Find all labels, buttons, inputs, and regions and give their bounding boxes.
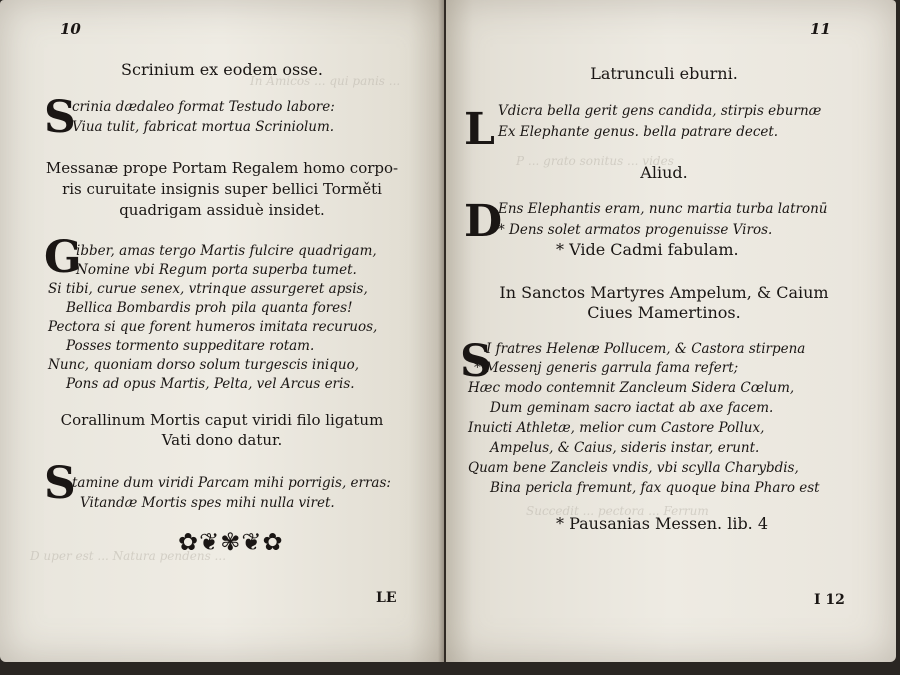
verse-line: Quam bene Zancleis vndis, vbi scylla Charybdis,	[468, 460, 799, 476]
bleed-through-text: D uper est ... Natura pendens ...	[30, 549, 227, 563]
verse-line: tamine dum viridi Parcam mihi porrigis, erras:	[72, 475, 391, 491]
page-number: 11	[810, 20, 831, 38]
verse-line: Nomine vbi Regum porta superba tumet.	[76, 262, 357, 278]
verse-line: Pectora si que forent humeros imitata recuruos,	[48, 319, 378, 335]
verse-line: * Messenj generis garrula fama refert;	[474, 360, 739, 376]
poem-title: Aliud.	[640, 163, 688, 182]
poem-title: Vati dono datur.	[161, 431, 283, 449]
verse-line: I fratres Helenæ Pollucem, & Castora stirpena	[486, 341, 806, 357]
bleed-through-text: Succedit ... pectora ... Ferrum	[526, 504, 709, 518]
verse-line: Dum geminam sacro iactat ab axe facem.	[490, 400, 774, 416]
drop-cap-initial: S	[44, 458, 76, 509]
prose-line: ris curuitate insignis super bellici Torměti	[62, 180, 382, 198]
verse-line: Pons ad opus Martis, Pelta, vel Arcus eris.	[66, 376, 355, 392]
footnote-line: * Vide Cadmi fabulam.	[556, 240, 739, 259]
catchword: I 12	[814, 592, 845, 608]
verse-line: Vdicra bella gerit gens candida, stirpis eburnæ	[498, 103, 822, 119]
poem-title: In Sanctos Martyres Ampelum, & Caium	[499, 283, 829, 302]
verse-line: ibber, amas tergo Martis fulcire quadrigam,	[76, 243, 377, 259]
printer-ornament: ✿❦✾❦✿	[178, 528, 284, 556]
bleed-through-text: In Amicos ... qui panis ...	[250, 74, 401, 88]
page-number: 10	[60, 20, 81, 38]
verse-line: Si tibi, curue senex, vtrinque assurgeret apsis,	[48, 281, 368, 297]
drop-cap-initial: L	[464, 104, 495, 155]
verse-line: Ens Elephantis eram, nunc martia turba latronū	[498, 201, 828, 217]
poem-title: Ciues Mamertinos.	[587, 303, 741, 322]
verse-line: Posses tormento suppeditare rotam.	[66, 338, 315, 354]
prose-line: Messanæ prope Portam Regalem homo corpo-	[45, 159, 399, 177]
catchword: LE	[376, 590, 397, 606]
poem-title: Scrinium ex eodem osse.	[121, 60, 323, 79]
right-page	[446, 0, 896, 662]
verse-line: Vitandæ Mortis spes mihi nulla viret.	[80, 495, 335, 511]
verse-line: Viua tulit, fabricat mortua Scriniolum.	[72, 119, 335, 135]
bleed-through-text: P ... grato sonitus ... vides	[516, 154, 674, 168]
left-page	[0, 0, 444, 662]
verse-line: Inuicti Athletæ, melior cum Castore Pollux,	[468, 420, 765, 436]
poem-title: Corallinum Mortis caput viridi filo ligatum	[60, 411, 384, 429]
drop-cap-initial: G	[44, 232, 82, 283]
verse-line: crinia dædaleo format Testudo labore:	[72, 99, 335, 115]
verse-line: Ampelus, & Caius, sideris instar, erunt.	[490, 440, 760, 456]
verse-line: Ex Elephante genus. bella patrare decet.	[498, 124, 779, 140]
drop-cap-initial: D	[464, 196, 503, 247]
verse-line: * Dens solet armatos progenuisse Viros.	[498, 222, 773, 238]
drop-cap-initial: S	[44, 92, 76, 143]
verse-line: Hæc modo contemnit Zancleum Sidera Cœlum,	[468, 380, 795, 396]
verse-line: Bellica Bombardis proh pila quanta fores!	[66, 300, 353, 316]
footnote-line: * Pausanias Messen. lib. 4	[556, 514, 769, 533]
poem-title: Latrunculi eburni.	[590, 64, 738, 83]
prose-line: quadrigam assiduè insidet.	[119, 201, 325, 219]
drop-cap-initial: S	[460, 336, 492, 387]
verse-line: Nunc, quoniam dorso solum turgescis iniquo,	[48, 357, 360, 373]
verse-line: Bina pericla fremunt, fax quoque bina Pharo est	[490, 480, 820, 496]
